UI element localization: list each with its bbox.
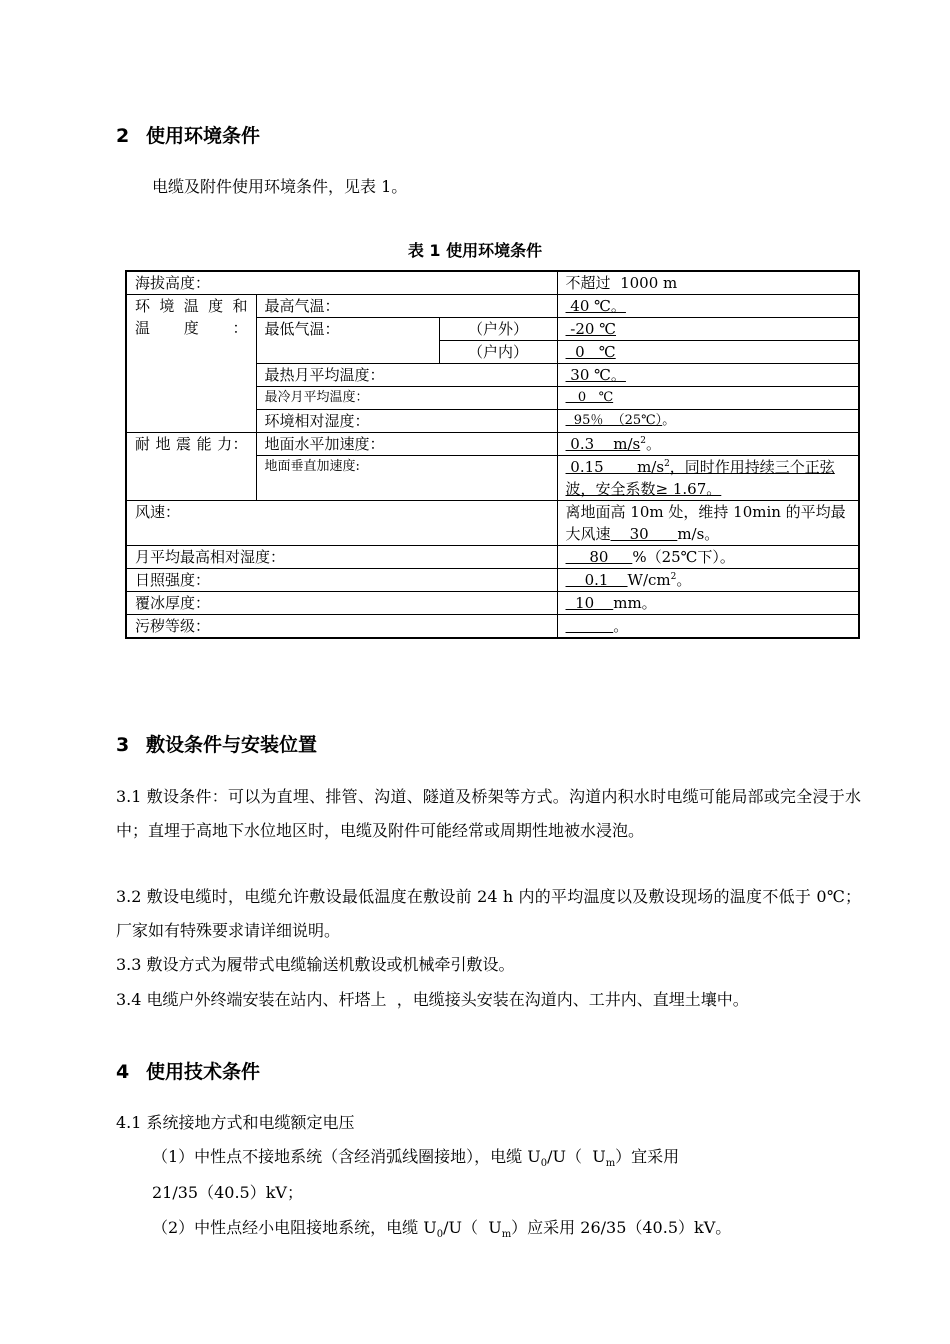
section-4-item-1: （1）中性点不接地系统（含经消弧线圈接地），电缆 $U_0/U$（ $U_m$）宜采用 <box>152 1147 680 1170</box>
horizontal-accel-label: 地面水平加速度： <box>256 433 557 456</box>
table-row <box>126 271 859 295</box>
table-caption: 表 1 使用环境条件 <box>407 241 543 260</box>
section-number: 3 <box>116 734 130 756</box>
table-row <box>126 433 859 456</box>
hottest-month-value: 30 ℃。 <box>557 364 859 387</box>
monthly-humidity-value: 80 %（25℃下）。 <box>557 546 859 569</box>
section-3-heading <box>116 730 317 757</box>
vertical-accel-value: 0.15 $m/s^2$，同时作用持续三个正弦波，安全系数≥ 1.67。 <box>557 456 859 501</box>
wind-label: 风速： <box>126 501 557 546</box>
section-number: 4 <box>116 1061 130 1083</box>
altitude-value: 不超过 1000 m <box>557 271 859 295</box>
section-3-paragraph-3: 3.3 敷设方式为履带式电缆输送机敷设或机械牵引敷设。 <box>116 955 515 974</box>
hottest-month-label: 最热月平均温度： <box>256 364 557 387</box>
max-temp-value: 40 ℃。 <box>557 295 859 318</box>
coldest-month-label: 最冷月平均温度： <box>256 387 557 410</box>
indoor-value: 0 ℃ <box>557 341 859 364</box>
section-title: 敷设条件与安装位置 <box>146 734 318 756</box>
sunshine-label: 日照强度： <box>126 569 557 592</box>
seismic-label: 耐 地 震 能 力： <box>126 433 256 501</box>
section-4-item-1-continued: 21/35（40.5）kV； <box>152 1183 303 1202</box>
section-2-heading <box>116 121 260 148</box>
environment-conditions-table <box>125 270 860 639</box>
table-row <box>126 501 859 546</box>
temperature-group-label: 环 境 温 度 和 温度： <box>126 295 256 433</box>
section-4-item-2: （2）中性点经小电阻接地系统，电缆 $U_0/U$（ $U_m$）应采用 26/35（40.5）kV。 <box>152 1218 732 1241</box>
outdoor-label: （户外） <box>439 318 557 341</box>
altitude-label: 海拔高度： <box>126 271 557 295</box>
section-number: 2 <box>116 125 130 147</box>
monthly-humidity-label: 月平均最高相对湿度： <box>126 546 557 569</box>
pollution-label: 污秽等级： <box>126 615 557 639</box>
sunshine-value: 0.1 $W/cm^2$。 <box>557 569 859 592</box>
section-3-paragraph-4: 3.4 电缆户外终端安装在站内、杆塔上 ，电缆接头安装在沟道内、工井内、直埋土壤中。 <box>116 990 749 1009</box>
section-4-paragraph-1: 4.1 系统接地方式和电缆额定电压 <box>116 1113 355 1132</box>
outdoor-value: -20 ℃ <box>557 318 859 341</box>
min-temp-label: 最低气温： <box>256 318 439 364</box>
table-row <box>126 546 859 569</box>
pollution-value: 。 <box>557 615 859 639</box>
ice-value: 10 mm。 <box>557 592 859 615</box>
wind-value: 离地面高 10m 处，维持 10min 的平均最大风速 30 m/s。 <box>557 501 859 546</box>
section-4-heading <box>116 1057 260 1084</box>
section-title: 使用技术条件 <box>146 1061 261 1083</box>
horizontal-accel-value: 0.3 $m/s^2$。 <box>557 433 859 456</box>
max-temp-label: 最高气温： <box>256 295 557 318</box>
indoor-label: （户内） <box>439 341 557 364</box>
table-row <box>126 592 859 615</box>
ice-label: 覆冰厚度： <box>126 592 557 615</box>
coldest-month-value: 0 ℃ <box>557 387 859 410</box>
section-2-intro: 电缆及附件使用环境条件，见表 1。 <box>152 177 408 196</box>
table-row <box>126 295 859 318</box>
section-3-paragraph-2: 3.2 敷设电缆时，电缆允许敷设最低温度在敷设前 24 h 内的平均温度以及敷设现场的温度不低于 0℃；厂家如有特殊要求请详细说明。 <box>116 887 861 940</box>
humidity-label: 环境相对湿度： <box>256 410 557 433</box>
section-3-paragraph-1: 3.1 敷设条件：可以为直埋、排管、沟道、隧道及桥架等方式。沟道内积水时电缆可能局部或完全浸于水中；直埋于高地下水位地区时，电缆及附件可能经常或周期性地被水浸泡。 <box>116 787 861 840</box>
table-row <box>126 615 859 639</box>
section-title: 使用环境条件 <box>146 125 261 147</box>
vertical-accel-label: 地面垂直加速度: <box>256 456 557 501</box>
table-row <box>126 569 859 592</box>
humidity-value: 95％ （25℃）。 <box>557 410 859 433</box>
